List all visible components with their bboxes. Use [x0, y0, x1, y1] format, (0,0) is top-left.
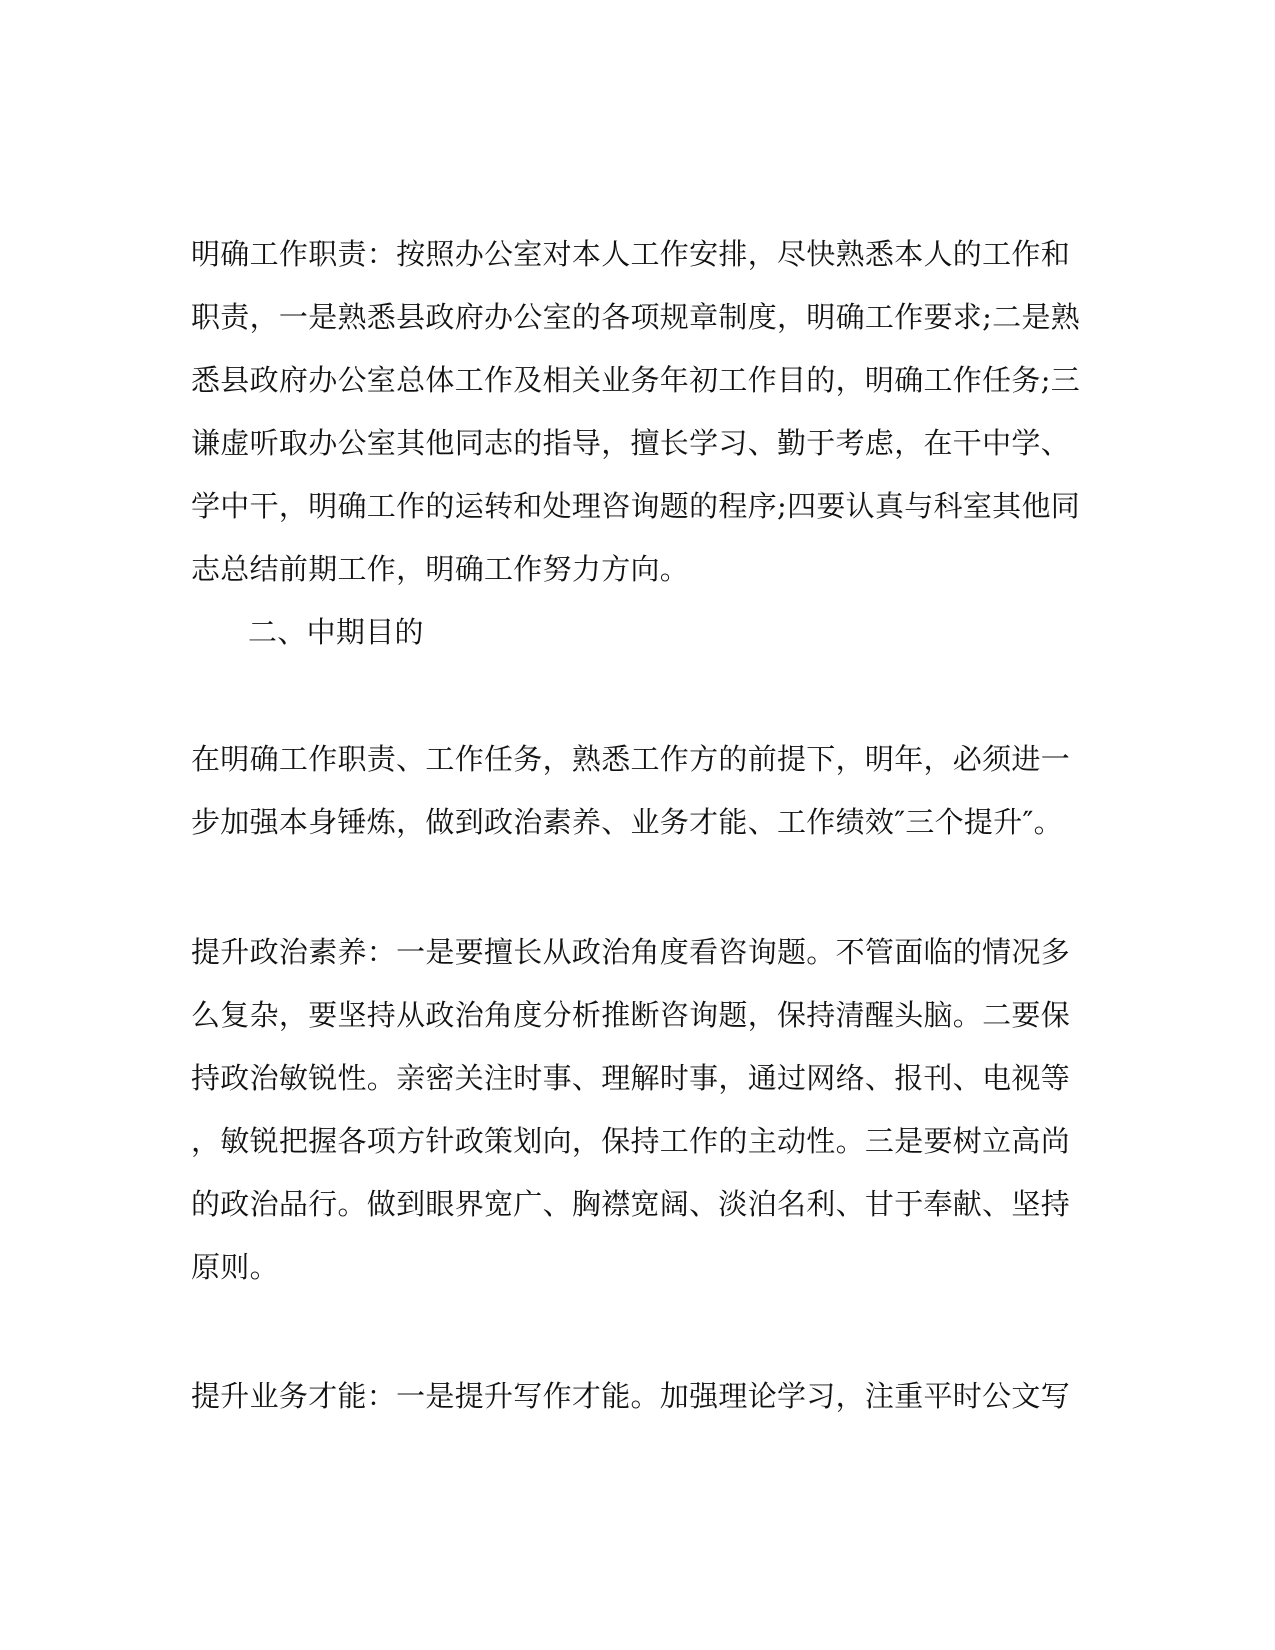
- paragraph-3-line-1: 提升政治素养：一是要擅长从政治角度看咨询题。不管面临的情况多: [191, 935, 1071, 969]
- paragraph-1-line-4: 谦虚听取办公室其他同志的指导，擅长学习、勤于考虑，在干中学、: [191, 426, 1071, 460]
- paragraph-1-line-2: 职责，一是熟悉县政府办公室的各项规章制度，明确工作要求;二是熟: [191, 300, 1081, 334]
- paragraph-1-line-6: 志总结前期工作，明确工作努力方向。: [191, 552, 690, 586]
- paragraph-4-line-1: 提升业务才能：一是提升写作才能。加强理论学习，注重平时公文写: [191, 1379, 1071, 1413]
- paragraph-1-line-1: 明确工作职责：按照办公室对本人工作安排，尽快熟悉本人的工作和: [191, 237, 1071, 271]
- section-heading: 二、中期目的: [248, 615, 424, 649]
- paragraph-1-line-5: 学中干，明确工作的运转和处理咨询题的程序;四要认真与科室其他同: [191, 489, 1081, 523]
- paragraph-2-line-2: 步加强本身锤炼，做到政治素养、业务才能、工作绩效″三个提升″。: [191, 805, 1063, 839]
- paragraph-3-line-4: ，敏锐把握各项方针政策划向，保持工作的主动性。三是要树立高尚: [191, 1124, 1071, 1158]
- paragraph-1-line-3: 悉县政府办公室总体工作及相关业务年初工作目的，明确工作任务;三: [191, 363, 1081, 397]
- paragraph-2-line-1: 在明确工作职责、工作任务，熟悉工作方的前提下，明年，必须进一: [191, 742, 1071, 776]
- paragraph-3-line-2: 么复杂，要坚持从政治角度分析推断咨询题，保持清醒头脑。二要保: [191, 998, 1071, 1032]
- paragraph-3-line-5: 的政治品行。做到眼界宽广、胸襟宽阔、淡泊名利、甘于奉献、坚持: [191, 1187, 1071, 1221]
- paragraph-3-line-6: 原则。: [191, 1250, 279, 1284]
- paragraph-3-line-3: 持政治敏锐性。亲密关注时事、理解时事，通过网络、报刊、电视等: [191, 1061, 1071, 1095]
